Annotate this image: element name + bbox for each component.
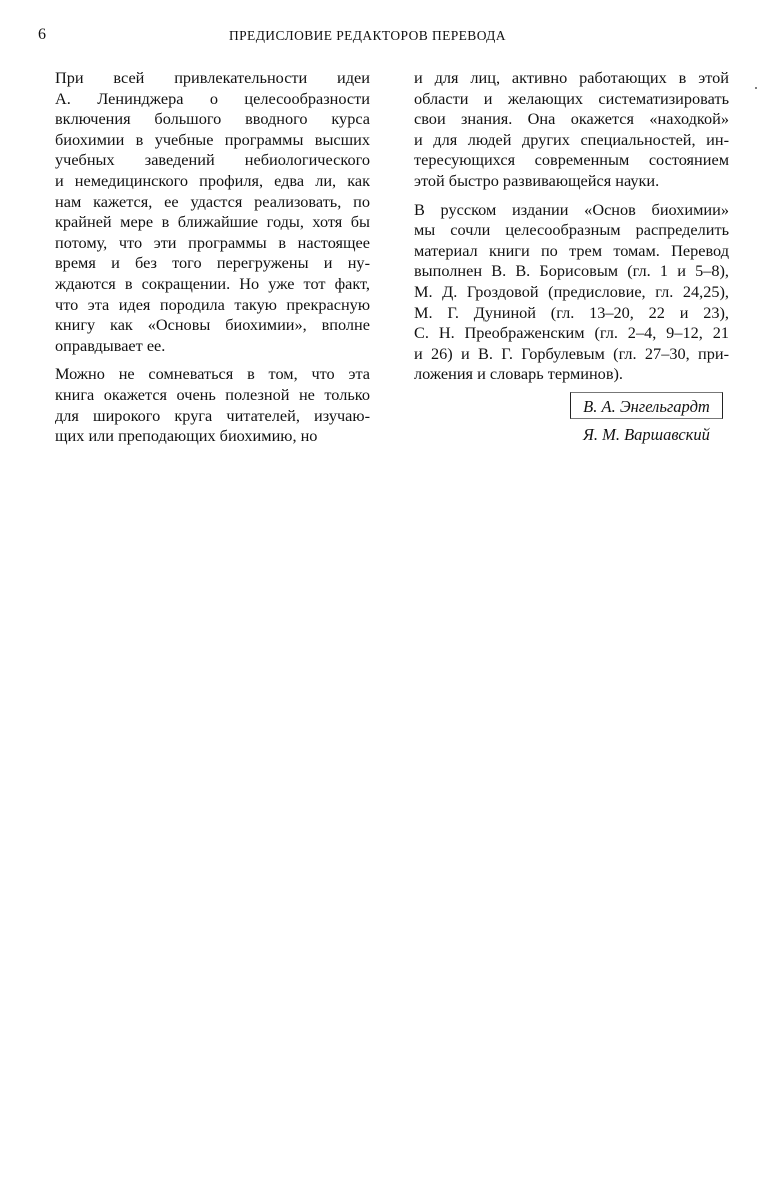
text-line: мы сочли целесообразным распределить	[414, 220, 729, 240]
running-title: ПРЕДИСЛОВИЕ РЕДАКТОРОВ ПЕРЕВОДА	[229, 28, 506, 43]
paragraph-right-2	[414, 200, 729, 385]
paragraph-right-1	[414, 68, 729, 192]
text-line: и немедицинского профиля, едва ли, как	[55, 170, 370, 190]
text-line: крайней мере в ближайшие годы, хотя бы	[55, 212, 370, 232]
right-column	[414, 68, 729, 385]
signature-box: В. А. Энгельгардт	[570, 392, 723, 419]
text-line: и 26) и В. Г. Горбулевым (гл. 27–30, при-	[414, 343, 729, 363]
page-number: 6	[38, 26, 46, 43]
text-line: ложения и словарь терминов).	[414, 364, 624, 384]
text-line: материал книги по трем томам. Перевод	[414, 240, 729, 260]
text-line: для широкого круга читателей, изучаю-	[55, 405, 370, 425]
text-line: нам кажется, ее удастся реализовать, по	[55, 191, 370, 211]
text-line: книгу как «Основы биохимии», вполне	[55, 315, 370, 335]
text-line: биохимии в учебные программы высших	[55, 129, 370, 149]
text-line: включения большого вводного курса	[55, 109, 370, 129]
text-line: При всей привлекательности идеи	[55, 68, 370, 87]
text-line: время и без того перегружены и ну-	[55, 253, 370, 273]
text-line: Можно не сомневаться в том, что эта	[55, 364, 370, 384]
text-line: этой быстро развивающейся науки.	[414, 170, 660, 190]
text-line: выполнен В. В. Борисовым (гл. 1 и 5–8),	[414, 261, 729, 281]
text-line: оправдывает ее.	[55, 335, 166, 355]
text-line: ждаются в сокращении. Но уже тот факт,	[55, 273, 370, 293]
text-line: М. Д. Гроздовой (предисловие, гл. 24,25),	[414, 281, 729, 301]
text-line: учебных заведений небиологического	[55, 150, 370, 170]
text-line: щих или преподающих биохимию, но	[55, 426, 318, 446]
text-line: свои знания. Она окажется «находкой»	[414, 109, 729, 129]
text-line: тересующихся современным состоянием	[414, 150, 729, 170]
text-line: С. Н. Преображенским (гл. 2–4, 9–12, 21	[414, 323, 729, 343]
paragraph-left-2	[55, 364, 370, 446]
paragraph-left-1	[55, 68, 370, 356]
text-line: области и желающих систематизировать	[414, 88, 729, 108]
left-column	[55, 68, 370, 447]
text-line: потому, что эти программы в настоящее	[55, 232, 370, 252]
text-line: что эта идея породила такую прекрасную	[55, 294, 370, 314]
text-line: А. Ленинджера о целесообразности	[55, 88, 370, 108]
text-line: В русском издании «Основ биохимии»	[414, 199, 729, 219]
scan-speck	[755, 87, 757, 89]
signature-second: Я. М. Варшавский	[583, 425, 710, 444]
text-line: книга окажется очень полезной не только	[55, 384, 370, 404]
text-line: и для лиц, активно работающих в этой	[414, 68, 729, 87]
text-line: и для людей других специальностей, ин-	[414, 129, 729, 149]
text-line: М. Г. Дуниной (гл. 13–20, 22 и 23),	[414, 302, 729, 322]
